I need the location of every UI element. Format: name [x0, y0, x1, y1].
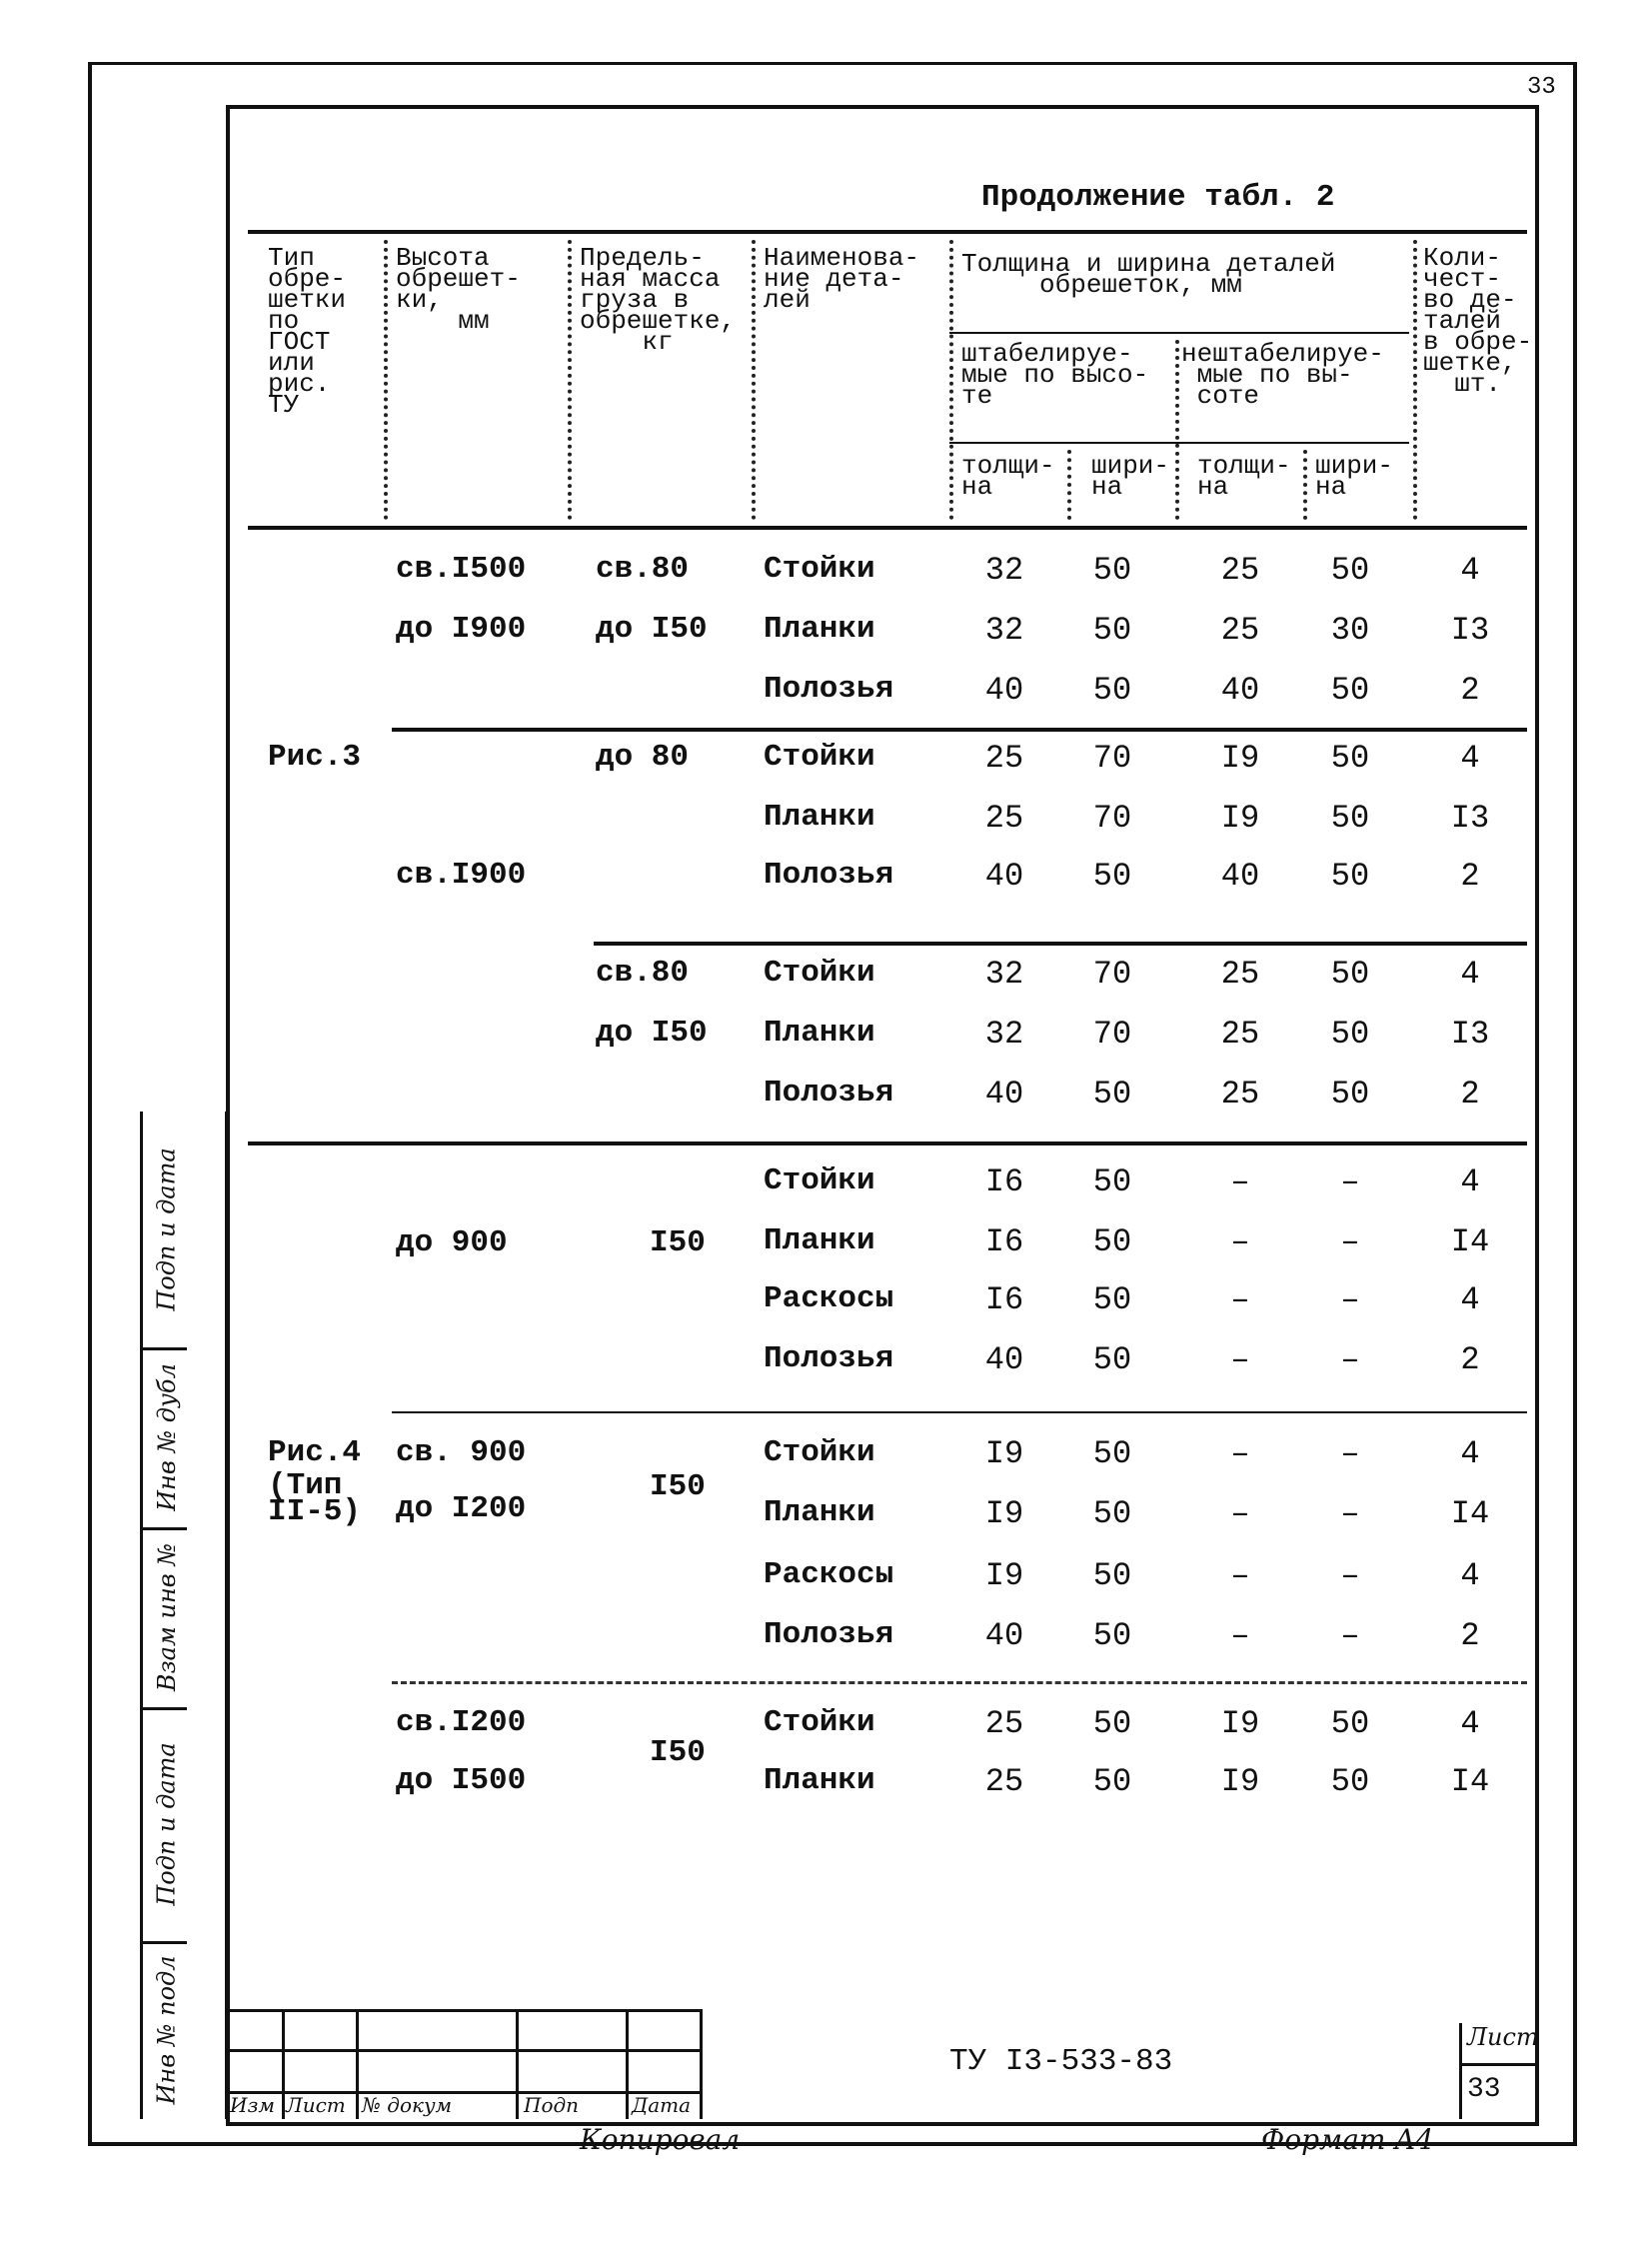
cell-w2: 50 [1330, 1076, 1370, 1113]
cell-qty: 4 [1460, 956, 1480, 993]
cell-t1: I6 [984, 1223, 1024, 1260]
part-name: Планки [764, 612, 875, 647]
tb-col-doc: № докум [362, 2093, 453, 2117]
cell-t2: – [1230, 1435, 1250, 1472]
cell-qty: 2 [1460, 672, 1480, 709]
header-thickness-width: Толщина и ширина деталей обрешеток, мм [961, 249, 1336, 300]
cell-w2: – [1340, 1341, 1360, 1378]
stamp-sign-date-1: Подп и дата [153, 1147, 182, 1311]
cell-w1: 50 [1092, 1435, 1132, 1472]
cell-qty: 2 [1460, 1617, 1480, 1654]
part-name: Стойки [764, 740, 875, 775]
col-sep-6 [1067, 450, 1071, 520]
cell-qty: I3 [1450, 612, 1490, 649]
cell-w1: 50 [1092, 858, 1132, 895]
cell-t1: I9 [984, 1435, 1024, 1472]
cell-t1: 32 [984, 552, 1024, 589]
cell-qty: 4 [1460, 740, 1480, 777]
cell-w2: – [1340, 1557, 1360, 1594]
cell-t1: 40 [984, 858, 1024, 895]
cell-t2: I9 [1220, 740, 1260, 777]
stamp-replace-inv: Взам инв № [153, 1542, 182, 1692]
cell-t1: 32 [984, 1016, 1024, 1053]
tb-col-list: Лист [286, 2093, 346, 2117]
cell-qty: 4 [1460, 552, 1480, 589]
cell-t2: – [1230, 1341, 1250, 1378]
cell-w1: 70 [1092, 1016, 1132, 1053]
cell-qty: I4 [1450, 1223, 1490, 1260]
cell-w2: 50 [1330, 1016, 1370, 1053]
header-type: Тип обре- шетки по ГОСТ или рис. ТУ [268, 243, 347, 420]
header-width-2: шири- на [1315, 451, 1394, 502]
cell-w2: 50 [1330, 956, 1370, 993]
cell-w2: 50 [1330, 1705, 1370, 1742]
header-non-stackable: нештабелируе- мые по вы- соте [1181, 339, 1384, 411]
cell-w2: 30 [1330, 612, 1370, 649]
sep-2 [594, 942, 1527, 946]
group-type-ris4-sub1: (Тип [268, 1468, 343, 1503]
cell-w1: 70 [1092, 800, 1132, 837]
cell-w2: 50 [1330, 800, 1370, 837]
header-quantity: Коли- чест- во де- талей в обре- шетке, шт. [1423, 243, 1533, 399]
cell-t1: 40 [984, 1341, 1024, 1378]
cell-w1: 50 [1092, 1341, 1132, 1378]
cell-w1: 50 [1092, 612, 1132, 649]
header-sub-rule-2 [949, 442, 1409, 444]
header-thickness-2: толщи- на [1197, 451, 1291, 502]
page-number-top: 33 [1527, 74, 1556, 101]
stamp-dup-inv: Инв № дубл [153, 1363, 181, 1511]
col-sep-3 [752, 240, 756, 520]
header-top-rule [248, 230, 1527, 234]
cell-t1: 25 [984, 1763, 1024, 1800]
inner-frame [226, 105, 1539, 2126]
height-1b: до I900 [396, 612, 527, 647]
cell-qty: 2 [1460, 1341, 1480, 1378]
mass-1b: до I50 [596, 612, 708, 647]
part-name: Стойки [764, 1705, 875, 1740]
cell-t1: I9 [984, 1557, 1024, 1594]
part-name: Полозья [764, 672, 894, 707]
sep-3 [248, 1141, 1527, 1145]
cell-w2: – [1340, 1435, 1360, 1472]
sep-4 [392, 1411, 1527, 1413]
cell-w1: 50 [1092, 1495, 1132, 1532]
side-stamp [140, 1112, 228, 2119]
cell-w2: – [1340, 1163, 1360, 1200]
cell-t2: 40 [1220, 858, 1260, 895]
cell-w1: 50 [1092, 1223, 1132, 1260]
table-title: Продолжение табл. 2 [981, 180, 1335, 215]
group-type-ris4-sub2: II-5) [268, 1494, 362, 1529]
cell-w1: 50 [1092, 552, 1132, 589]
cell-w2: 50 [1330, 552, 1370, 589]
part-name: Планки [764, 800, 875, 835]
col-sep-2 [568, 240, 572, 520]
cell-t2: – [1230, 1557, 1250, 1594]
mass-1a: св.80 [596, 552, 690, 587]
cell-w1: 50 [1092, 1163, 1132, 1200]
cell-qty: 4 [1460, 1557, 1480, 1594]
group-type-ris3: Рис.3 [268, 740, 362, 775]
part-name: Полозья [764, 1617, 894, 1652]
cell-w1: 70 [1092, 740, 1132, 777]
sep-5 [392, 1681, 1527, 1684]
part-name: Планки [764, 1763, 875, 1798]
cell-t2: – [1230, 1495, 1250, 1532]
sheet-number: 33 [1467, 2074, 1501, 2105]
part-name: Полозья [764, 858, 894, 893]
header-max-mass: Предель- ная масса груза в обрешетке, кг [580, 243, 737, 357]
part-name: Полозья [764, 1076, 894, 1111]
part-name: Стойки [764, 1163, 875, 1198]
footer-copied: Копировал [580, 2123, 741, 2156]
tb-col-izm: Изм [230, 2093, 275, 2117]
cell-qty: I4 [1450, 1495, 1490, 1532]
cell-qty: 4 [1460, 1435, 1480, 1472]
height-2: св.I900 [396, 858, 527, 893]
cell-t2: I9 [1220, 800, 1260, 837]
cell-t1: 32 [984, 612, 1024, 649]
header-height: Высота обрешет- ки, мм [396, 243, 521, 336]
cell-t2: – [1230, 1163, 1250, 1200]
cell-w1: 50 [1092, 1617, 1132, 1654]
mass-2: до 80 [596, 740, 690, 775]
cell-t2: 40 [1220, 672, 1260, 709]
cell-w2: – [1340, 1495, 1360, 1532]
sep-1 [392, 728, 1527, 732]
part-name: Стойки [764, 956, 875, 991]
cell-t1: 25 [984, 800, 1024, 837]
cell-t1: 40 [984, 1617, 1024, 1654]
mass-6: I50 [650, 1735, 706, 1770]
col-sep-8 [1413, 240, 1417, 520]
cell-t1: 40 [984, 1076, 1024, 1113]
col-sep-1 [384, 240, 388, 520]
cell-t1: 25 [984, 1705, 1024, 1742]
height-4: до 900 [396, 1225, 508, 1260]
sheet-label: Лист [1467, 2023, 1539, 2051]
group-type-ris4: Рис.4 [268, 1435, 362, 1470]
cell-w2: 50 [1330, 1763, 1370, 1800]
part-name: Полозья [764, 1341, 894, 1376]
cell-t2: 25 [1220, 1076, 1260, 1113]
header-width: шири- на [1091, 451, 1170, 502]
part-name: Планки [764, 1223, 875, 1258]
cell-w1: 50 [1092, 1557, 1132, 1594]
cell-t1: 25 [984, 740, 1024, 777]
cell-qty: I3 [1450, 1016, 1490, 1053]
stamp-orig-inv: Инв № подл [153, 1955, 182, 2105]
part-name: Раскосы [764, 1281, 894, 1316]
footer-format: Формат А4 [1261, 2123, 1434, 2156]
header-part-name: Наименова- ние дета- лей [764, 243, 920, 315]
cell-t2: 25 [1220, 552, 1260, 589]
cell-w1: 50 [1092, 1763, 1132, 1800]
cell-t2: – [1230, 1281, 1250, 1318]
cell-w1: 50 [1092, 1281, 1132, 1318]
cell-qty: 2 [1460, 1076, 1480, 1113]
cell-t1: I6 [984, 1281, 1024, 1318]
cell-t2: 25 [1220, 1016, 1260, 1053]
part-name: Стойки [764, 552, 875, 587]
cell-qty: 4 [1460, 1705, 1480, 1742]
cell-t2: I9 [1220, 1705, 1260, 1742]
mass-4: I50 [650, 1225, 706, 1260]
height-6b: до I500 [396, 1763, 527, 1798]
mass-5: I50 [650, 1469, 706, 1504]
height-1a: св.I500 [396, 552, 527, 587]
cell-qty: I4 [1450, 1763, 1490, 1800]
cell-w1: 50 [1092, 1076, 1132, 1113]
mass-3b: до I50 [596, 1016, 708, 1051]
header-stackable: штабелируе- мые по высо- те [961, 339, 1149, 411]
cell-w2: 50 [1330, 672, 1370, 709]
cell-w1: 50 [1092, 672, 1132, 709]
tb-col-sign: Подп [524, 2093, 580, 2117]
cell-t1: 40 [984, 672, 1024, 709]
part-name: Планки [764, 1495, 875, 1530]
header-thickness: толщи- на [961, 451, 1055, 502]
height-5a: св. 900 [396, 1435, 527, 1470]
cell-t2: 25 [1220, 612, 1260, 649]
height-6a: св.I200 [396, 1705, 527, 1740]
mass-3a: св.80 [596, 956, 690, 991]
cell-w2: 50 [1330, 740, 1370, 777]
cell-w2: 50 [1330, 858, 1370, 895]
cell-qty: I3 [1450, 800, 1490, 837]
cell-t2: – [1230, 1617, 1250, 1654]
cell-qty: 4 [1460, 1281, 1480, 1318]
cell-w2: – [1340, 1223, 1360, 1260]
stamp-sign-date-2: Подп и дата [153, 1742, 182, 1906]
cell-w1: 50 [1092, 1705, 1132, 1742]
cell-t1: I9 [984, 1495, 1024, 1532]
cell-w2: – [1340, 1617, 1360, 1654]
col-sep-7 [1303, 450, 1307, 520]
cell-t1: 32 [984, 956, 1024, 993]
height-5b: до I200 [396, 1491, 527, 1526]
part-name: Стойки [764, 1435, 875, 1470]
cell-qty: 2 [1460, 858, 1480, 895]
cell-qty: 4 [1460, 1163, 1480, 1200]
col-sep-4 [949, 240, 953, 520]
tb-col-date: Дата [632, 2093, 692, 2117]
cell-t2: I9 [1220, 1763, 1260, 1800]
cell-t2: – [1230, 1223, 1250, 1260]
col-sep-5 [1175, 340, 1179, 520]
part-name: Планки [764, 1016, 875, 1051]
document-code: ТУ I3-533-83 [949, 2044, 1173, 2079]
part-name: Раскосы [764, 1557, 894, 1592]
header-bottom-rule [248, 526, 1527, 530]
cell-w1: 70 [1092, 956, 1132, 993]
cell-w2: – [1340, 1281, 1360, 1318]
cell-t1: I6 [984, 1163, 1024, 1200]
cell-t2: 25 [1220, 956, 1260, 993]
header-sub-rule-1 [949, 332, 1409, 334]
